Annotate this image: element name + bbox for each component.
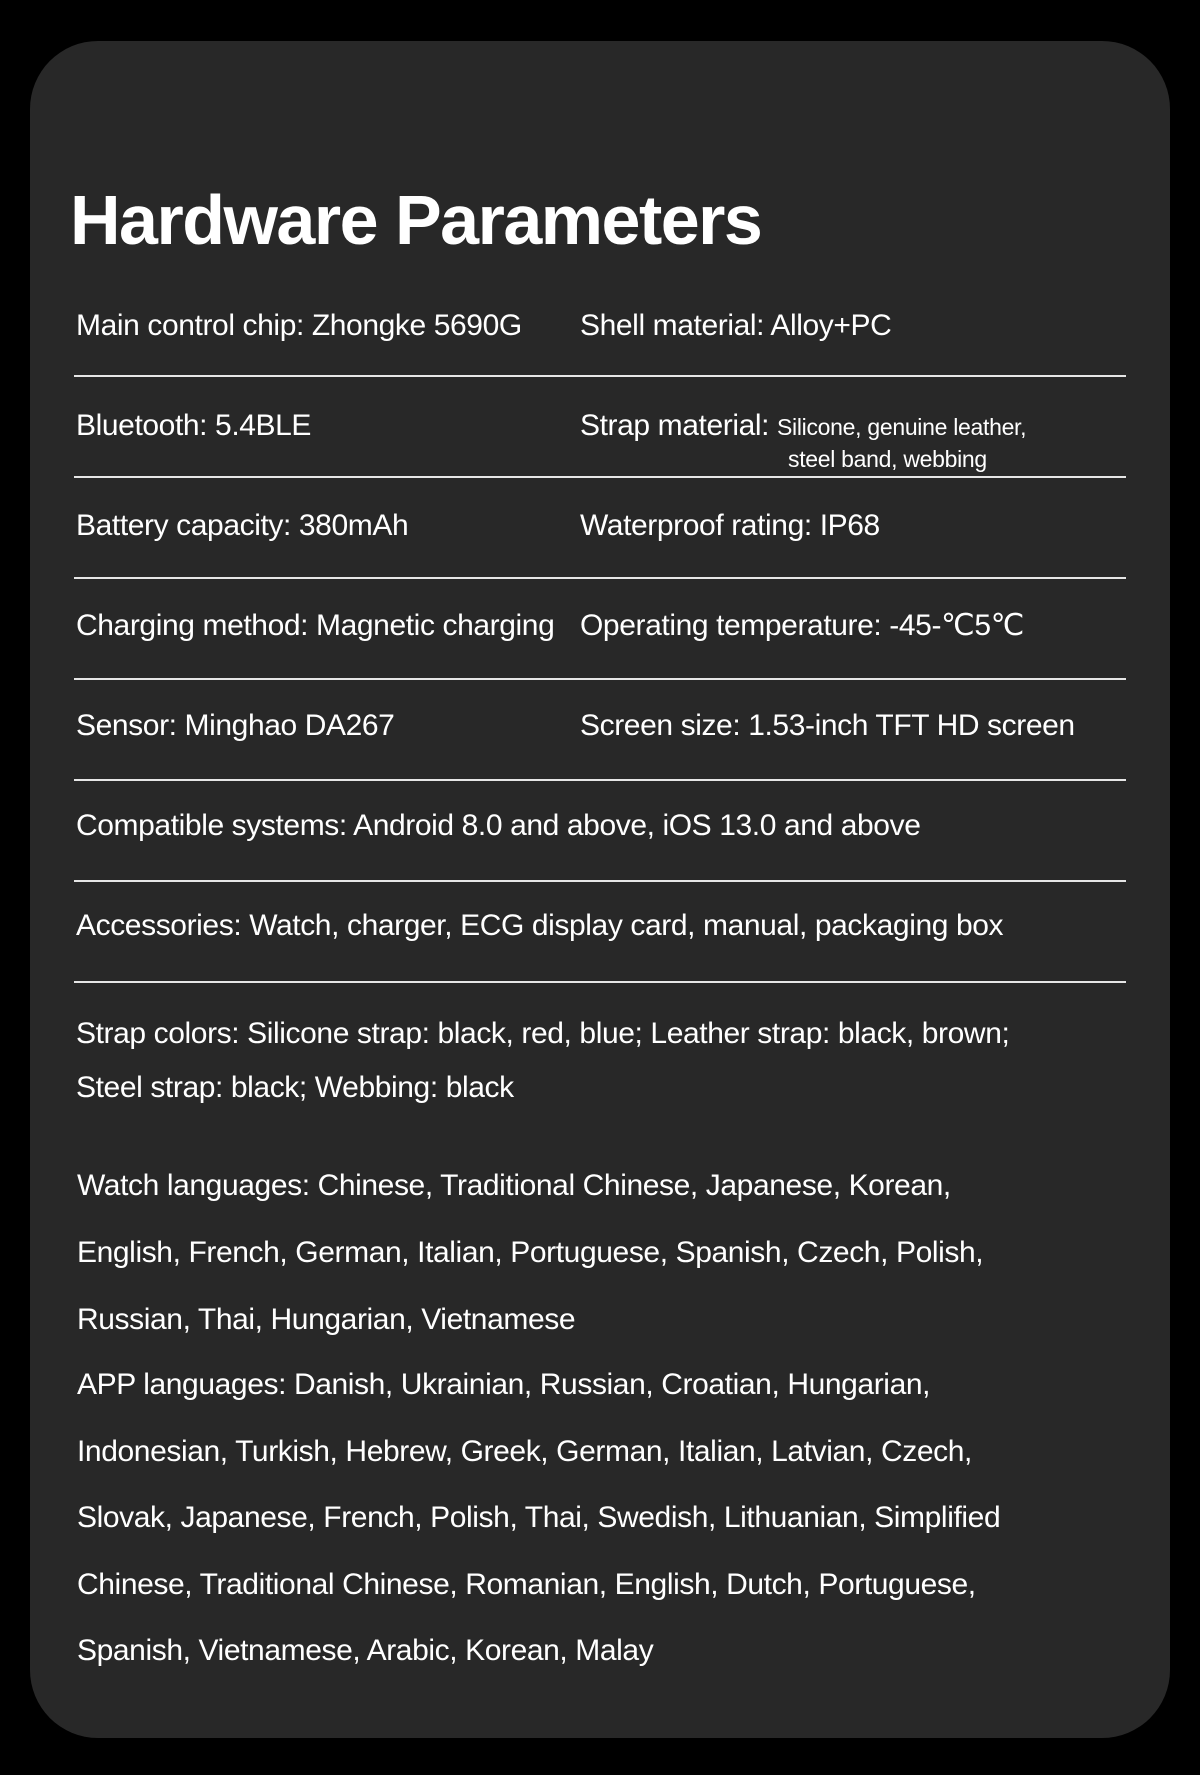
app-languages-line: Indonesian, Turkish, Hebrew, Greek, German, Italian, Latvian, Czech, [77, 1434, 972, 1468]
spec-strap-colors [76, 1007, 1009, 1115]
spec-battery-capacity: Battery capacity: 380mAh [76, 509, 409, 542]
spec-main-control-chip: Main control chip: Zhongke 5690G [76, 309, 522, 342]
spec-waterproof-rating: Waterproof rating: IP68 [580, 509, 880, 542]
app-languages-line: Chinese, Traditional Chinese, Romanian, English, Dutch, Portuguese, [77, 1567, 976, 1601]
spec-strap-material-value-line1: Silicone, genuine leather, [777, 414, 1027, 440]
spec-bluetooth: Bluetooth: 5.4BLE [76, 409, 312, 442]
divider [74, 476, 1126, 478]
spec-app-languages [77, 1352, 1000, 1685]
spec-strap-material-label: Strap material: [580, 409, 778, 442]
watch-languages-line: English, French, German, Italian, Portuguese, Spanish, Czech, Polish, [77, 1236, 984, 1269]
watch-languages-line: Russian, Thai, Hungarian, Vietnamese [77, 1303, 576, 1336]
divider [74, 678, 1126, 680]
spec-charging-method: Charging method: Magnetic charging [76, 609, 555, 642]
spec-screen-size: Screen size: 1.53-inch TFT HD screen [580, 709, 1075, 742]
divider [74, 779, 1126, 781]
divider [74, 375, 1126, 377]
page-title: Hardware Parameters [70, 181, 762, 259]
watch-languages-line: Watch languages: Chinese, Traditional Chinese, Japanese, Korean, [77, 1169, 951, 1202]
app-languages-line: Spanish, Vietnamese, Arabic, Korean, Malay [77, 1634, 654, 1667]
app-languages-line: APP languages: Danish, Ukrainian, Russian, Croatian, Hungarian, [77, 1368, 931, 1401]
strap-colors-line: Steel strap: black; Webbing: black [76, 1071, 514, 1104]
spec-strap-material [580, 408, 1026, 444]
spec-sensor: Sensor: Minghao DA267 [76, 709, 395, 742]
spec-watch-languages [77, 1152, 983, 1353]
strap-colors-line: Strap colors: Silicone strap: black, red, blue; Leather strap: black, brown; [76, 1017, 1010, 1050]
divider [74, 577, 1126, 579]
spec-strap-material-value-line2: steel band, webbing [788, 446, 987, 472]
spec-shell-material: Shell material: Alloy+PC [580, 309, 892, 342]
app-languages-line: Slovak, Japanese, French, Polish, Thai, Swedish, Lithuanian, Simplified [77, 1501, 1001, 1534]
divider [74, 880, 1126, 882]
divider [74, 981, 1126, 983]
spec-operating-temperature: Operating temperature: -45-℃5℃ [580, 609, 1024, 642]
spec-accessories: Accessories: Watch, charger, ECG display card, manual, packaging box [76, 909, 1004, 942]
spec-compatible-systems: Compatible systems: Android 8.0 and above, iOS 13.0 and above [76, 809, 921, 842]
